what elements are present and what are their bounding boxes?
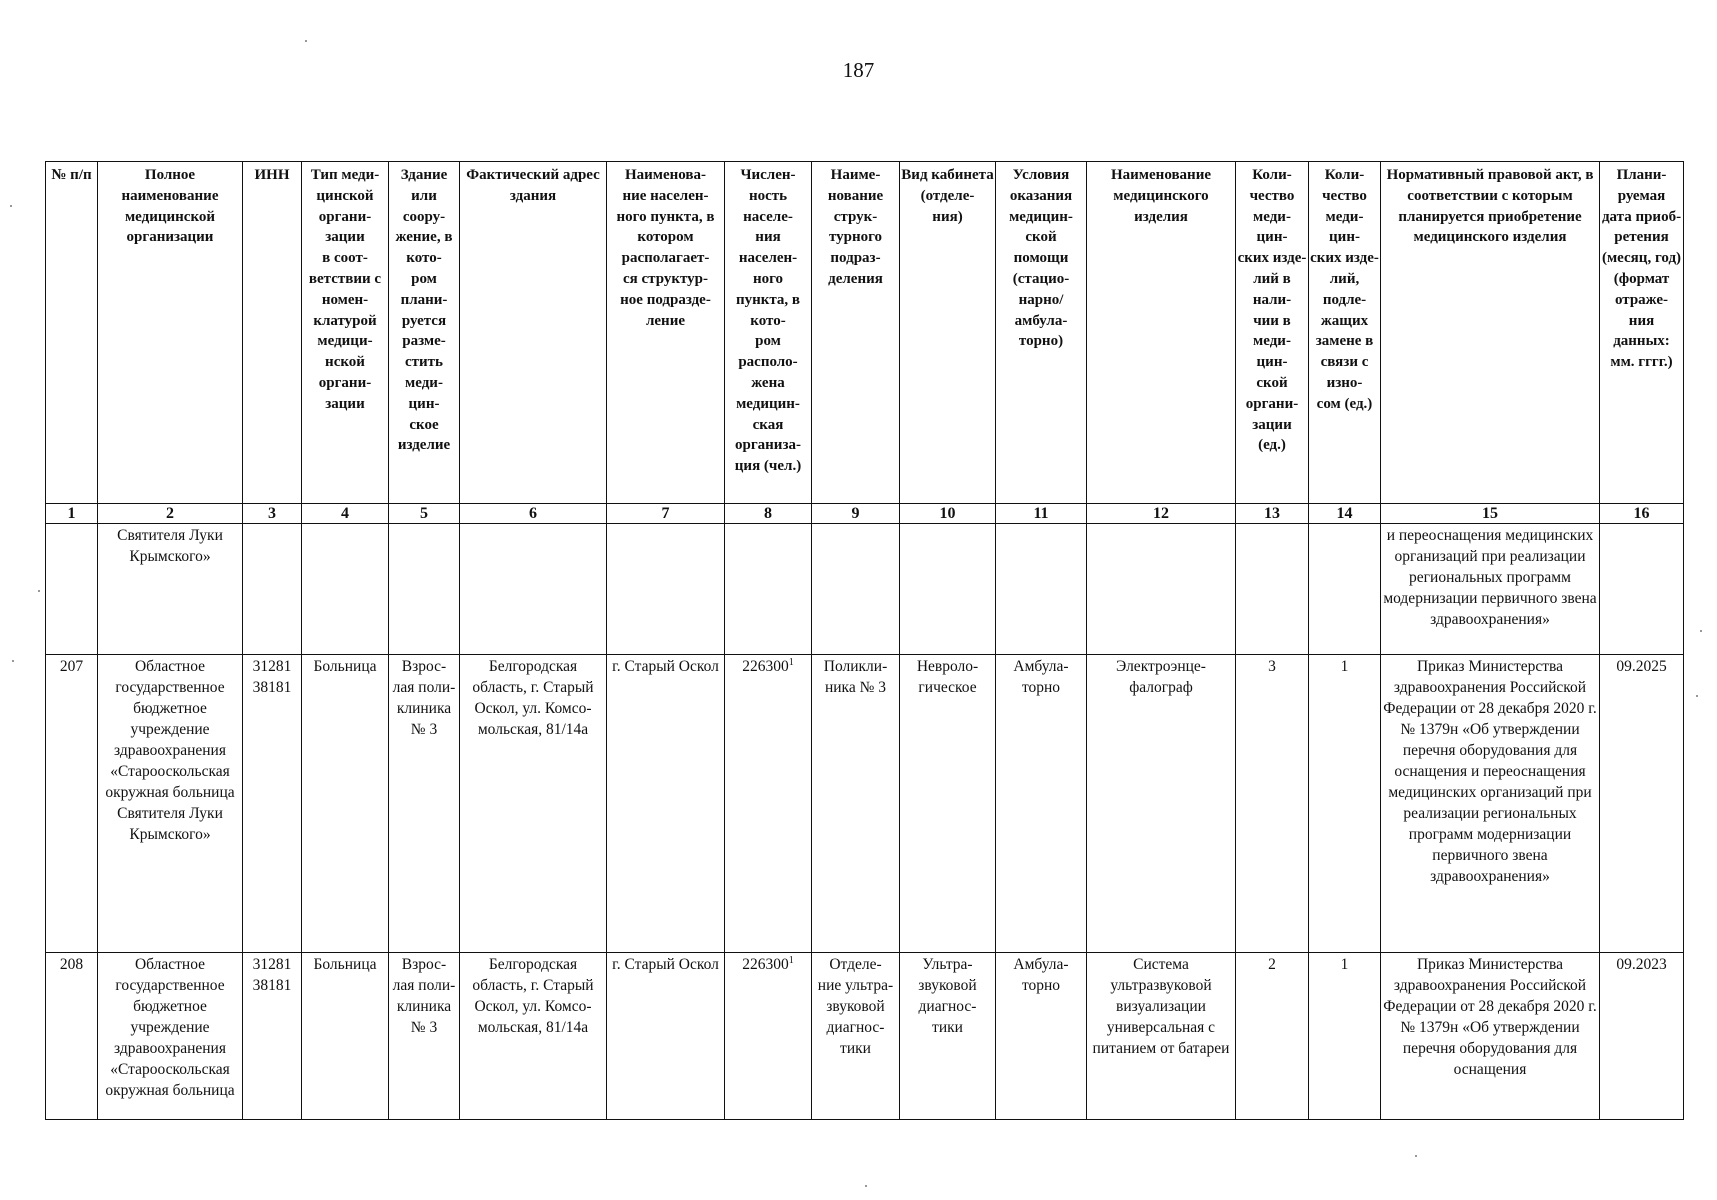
header-cell-organization: Полное наименование медицинской организации <box>98 162 243 504</box>
column-number: 4 <box>302 504 389 524</box>
column-number: 11 <box>996 504 1087 524</box>
population-value: 226300 <box>742 658 789 675</box>
table-row <box>46 655 1684 953</box>
header-cell-num: № п/п <box>46 162 98 504</box>
population-footnote-mark: 1 <box>788 954 794 966</box>
cell-date: 09.2025 <box>1600 655 1684 953</box>
continuation-row <box>46 524 1684 655</box>
header-cell-conditions: Условия оказания медицин- ской помощи (стацио- нарно/ амбула- торно) <box>996 162 1087 504</box>
header-cell-settlement: Наименова- ние населен- ного пункта, в котором располагает- ся структур- ное подразде- ление <box>607 162 725 504</box>
header-cell-inn: ИНН <box>243 162 302 504</box>
column-numbers-row <box>46 504 1684 524</box>
cell-cabinet: Невроло- гическое <box>900 655 996 953</box>
header-cell-legal-act: Нормативный правовой акт, в соответствии с которым планируется приобретение медицинского изделия <box>1381 162 1600 504</box>
column-number: 13 <box>1236 504 1309 524</box>
header-cell-device: Наименование медицинского изделия <box>1087 162 1236 504</box>
column-number: 8 <box>725 504 812 524</box>
cell-population <box>725 953 812 1120</box>
cell-num: 207 <box>46 655 98 953</box>
cell-legal-act: Приказ Министерства здравоохранения Российской Федерации от 28 декабря 2020 г. № 1379н «Об утверждении перечня оборудования для оснащения и переоснащения медицинских организаций при реализации региональных программ модернизации первичного звена здравоохранения» <box>1381 655 1600 953</box>
column-number: 10 <box>900 504 996 524</box>
cell-cabinet: Ультра- звуковой диагнос- тики <box>900 953 996 1120</box>
cell-legal-act: Приказ Министерства здравоохранения Российской Федерации от 28 декабря 2020 г. № 1379н «Об утверждении перечня оборудования для оснащения <box>1381 953 1600 1120</box>
cell-empty <box>389 524 460 655</box>
cell-type: Больница <box>302 953 389 1120</box>
cell-num: 208 <box>46 953 98 1120</box>
cell-empty <box>996 524 1087 655</box>
cell-legal-act: и переоснащения медицинских организаций при реализации региональных программ модернизации первичного звена здравоохранения» <box>1381 524 1600 655</box>
header-cell-date: Плани- руемая дата приоб- ретения (месяц, год) (формат отраже- ния данных: мм. гггг.) <box>1600 162 1684 504</box>
cell-device: Электроэнце- фалограф <box>1087 655 1236 953</box>
table-row <box>46 953 1684 1120</box>
column-number: 9 <box>812 504 900 524</box>
scan-speck <box>12 660 14 662</box>
cell-qty-available: 3 <box>1236 655 1309 953</box>
cell-subdivision: Поликли- ника № 3 <box>812 655 900 953</box>
scan-speck <box>10 205 12 207</box>
page-number: 187 <box>842 58 875 82</box>
header-cell-qty-available: Коли- чество меди- цин- ских изде- лий в нали- чии в меди- цин- ской органи- зации (ед.) <box>1236 162 1309 504</box>
cell-empty <box>607 524 725 655</box>
column-number: 16 <box>1600 504 1684 524</box>
cell-organization: Областное государственное бюджетное учреждение здравоохранения «Старооскольская окружная больница <box>98 953 243 1120</box>
cell-qty-replace: 1 <box>1309 655 1381 953</box>
header-cell-address: Фактический адрес здания <box>460 162 607 504</box>
cell-empty <box>812 524 900 655</box>
header-cell-type: Тип меди- цинской органи- зации в соот- ветствии с номен- клатурой медици- нской органи- зации <box>302 162 389 504</box>
header-cell-qty-replace: Коли- чество меди- цин- ских изде- лий, подле- жащих замене в связи с изно- сом (ед.) <box>1309 162 1381 504</box>
cell-qty-replace: 1 <box>1309 953 1381 1120</box>
scan-speck <box>1700 630 1702 632</box>
cell-subdivision: Отделе- ние ультра- звуковой диагнос- тики <box>812 953 900 1120</box>
cell-organization: Святителя Луки Крымского» <box>98 524 243 655</box>
scan-speck <box>305 40 307 42</box>
cell-empty <box>302 524 389 655</box>
cell-settlement: г. Старый Оскол <box>607 655 725 953</box>
cell-inn: 31281 38181 <box>243 953 302 1120</box>
cell-address: Белгородская область, г. Старый Оскол, ул. Комсо- мольская, 81/14а <box>460 655 607 953</box>
cell-device: Система ультразвуковой визуализации универсальная с питанием от батареи <box>1087 953 1236 1120</box>
scan-speck <box>865 1185 867 1187</box>
cell-conditions: Амбула- торно <box>996 655 1087 953</box>
scan-speck <box>38 590 40 592</box>
cell-qty-available: 2 <box>1236 953 1309 1120</box>
cell-building: Взрос- лая поли- клиника № 3 <box>389 953 460 1120</box>
header-cell-subdivision: Наиме- нование струк- турного подраз- деления <box>812 162 900 504</box>
cell-conditions: Амбула- торно <box>996 953 1087 1120</box>
cell-empty <box>1309 524 1381 655</box>
cell-empty <box>1600 524 1684 655</box>
cell-empty <box>243 524 302 655</box>
column-number: 14 <box>1309 504 1381 524</box>
cell-building: Взрос- лая поли- клиника № 3 <box>389 655 460 953</box>
cell-empty <box>1087 524 1236 655</box>
cell-empty <box>1236 524 1309 655</box>
population-value: 226300 <box>742 956 789 973</box>
cell-empty <box>46 524 98 655</box>
cell-population <box>725 655 812 953</box>
header-cell-cabinet: Вид кабинета (отделе- ния) <box>900 162 996 504</box>
cell-empty <box>900 524 996 655</box>
cell-settlement: г. Старый Оскол <box>607 953 725 1120</box>
cell-empty <box>460 524 607 655</box>
column-number: 5 <box>389 504 460 524</box>
cell-organization: Областное государственное бюджетное учреждение здравоохранения «Старооскольская окружная больница Святителя Луки Крымского» <box>98 655 243 953</box>
cell-type: Больница <box>302 655 389 953</box>
column-number: 3 <box>243 504 302 524</box>
scan-speck <box>1415 1155 1417 1157</box>
column-number: 7 <box>607 504 725 524</box>
header-cell-population: Числен- ность населе- ния населен- ного пункта, в кото- ром располо- жена медицин- ская организа- ция (чел.) <box>725 162 812 504</box>
column-number: 15 <box>1381 504 1600 524</box>
cell-address: Белгородская область, г. Старый Оскол, ул. Комсо- мольская, 81/14а <box>460 953 607 1120</box>
population-footnote-mark: 1 <box>788 656 794 668</box>
column-number: 12 <box>1087 504 1236 524</box>
equipment-register-table <box>45 161 1684 1120</box>
column-number: 2 <box>98 504 243 524</box>
column-number: 1 <box>46 504 98 524</box>
column-number: 6 <box>460 504 607 524</box>
header-cell-building: Здание или соору- жение, в кото- ром плани- руется разме- стить меди- цин- ское изделие <box>389 162 460 504</box>
cell-inn: 31281 38181 <box>243 655 302 953</box>
cell-empty <box>725 524 812 655</box>
scan-speck <box>1696 695 1698 697</box>
header-row <box>46 162 1684 504</box>
cell-date: 09.2023 <box>1600 953 1684 1120</box>
